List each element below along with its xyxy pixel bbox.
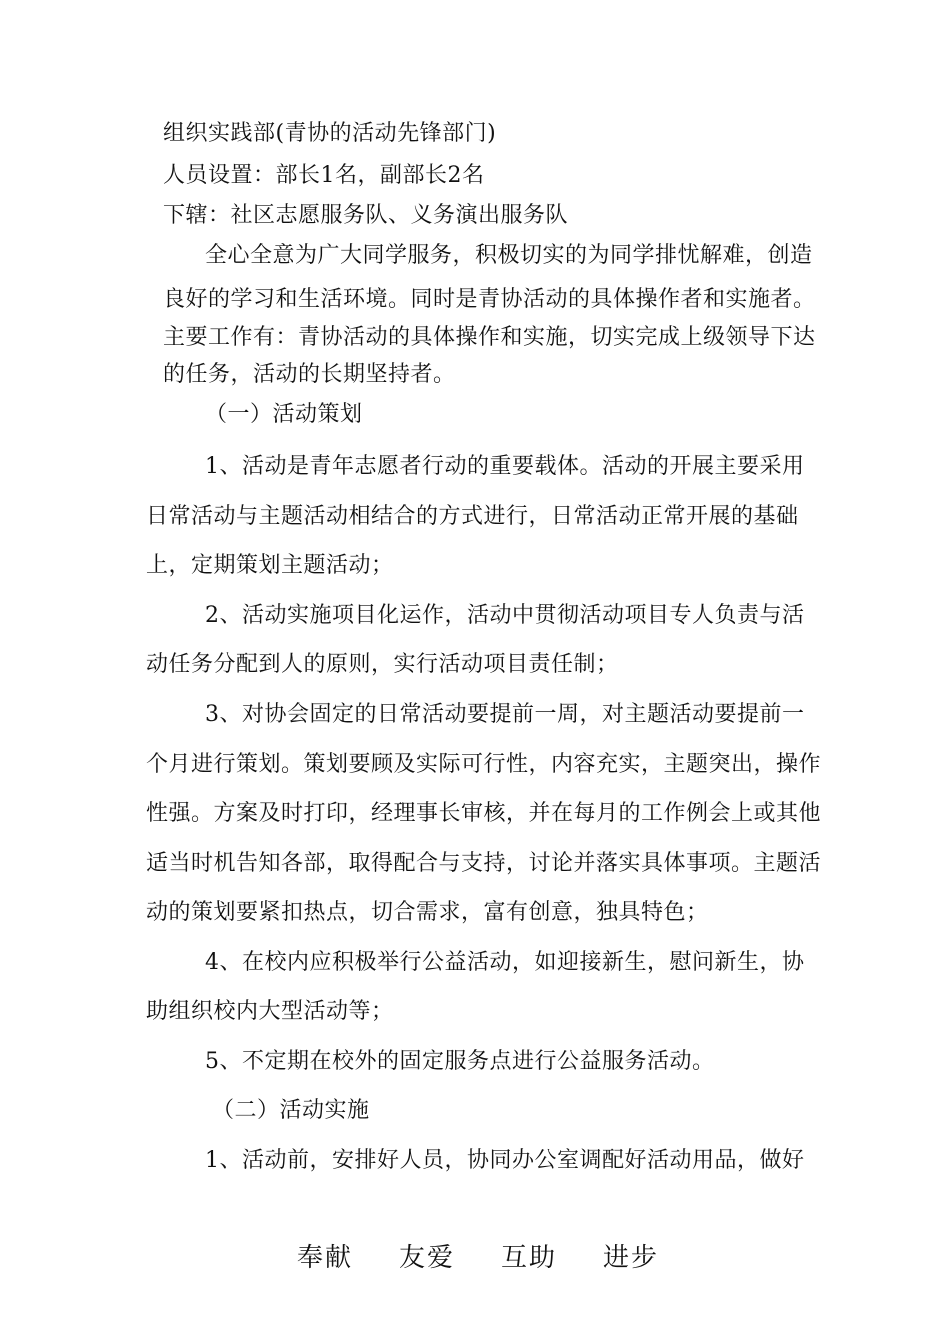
paragraph-line: 1、活动是青年志愿者行动的重要载体。活动的开展主要采用 (205, 454, 805, 479)
subordinate-teams: 下辖：社区志愿服务队、义务演出服务队 (163, 203, 569, 228)
intro-line: 良好的学习和生活环境。同时是青协活动的具体操作者和实施者。 (163, 287, 816, 312)
paragraph-line: 1、活动前，安排好人员，协同办公室调配好活动用品，做好 (205, 1148, 805, 1173)
paragraph-line: 性强。方案及时打印，经理事长审核，并在每月的工作例会上或其他 (146, 801, 822, 826)
paragraph-line: 5、不定期在校外的固定服务点进行公益服务活动。 (205, 1049, 715, 1074)
section-heading: （一）活动策划 (205, 402, 363, 427)
paragraph-line: 个月进行策划。策划要顾及实际可行性，内容充实，主题突出，操作 (146, 752, 822, 777)
staffing-info: 人员设置：部长1名，副部长2名 (163, 163, 485, 188)
paragraph-line: 4、在校内应积极举行公益活动，如迎接新生，慰问新生，协 (205, 950, 805, 975)
paragraph-line: 助组织校内大型活动等； (146, 999, 394, 1024)
motto-word: 奉献 (297, 1243, 354, 1273)
paragraph-line: 日常活动与主题活动相结合的方式进行，日常活动正常开展的基础 (146, 504, 799, 529)
paragraph-line: 上，定期策划主题活动； (146, 553, 394, 578)
paragraph-line: 适当时机告知各部，取得配合与支持，讨论并落实具体事项。主题活 (146, 851, 822, 876)
intro-line: 全心全意为广大同学服务，积极切实的为同学排忧解难，创造 (205, 243, 813, 268)
intro-line: 主要工作有：青协活动的具体操作和实施，切实完成上级领导下达 (163, 325, 816, 350)
intro-line: 的任务，活动的长期坚持者。 (163, 362, 456, 387)
paragraph-line: 动的策划要紧扣热点，切合需求，富有创意，独具特色； (146, 900, 709, 925)
paragraph-line: 3、对协会固定的日常活动要提前一周，对主题活动要提前一 (205, 702, 805, 727)
section-heading: （二）活动实施 (212, 1098, 370, 1123)
motto-word: 互助 (501, 1243, 558, 1273)
motto-word: 进步 (603, 1243, 660, 1273)
paragraph-line: 2、活动实施项目化运作，活动中贯彻活动项目专人负责与活 (205, 603, 805, 628)
paragraph-line: 动任务分配到人的原则，实行活动项目责任制； (146, 652, 619, 677)
department-title: 组织实践部(青协的活动先锋部门) (163, 121, 497, 146)
motto-word: 友爱 (399, 1243, 456, 1273)
page-footer-motto (0, 1240, 950, 1280)
